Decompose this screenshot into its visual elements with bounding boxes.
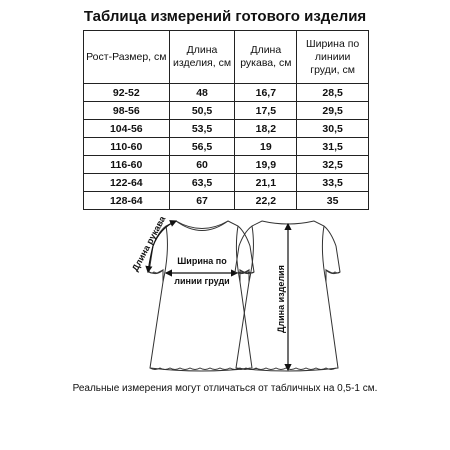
cell-size: 92-52 (84, 84, 170, 102)
cell-sleeve: 16,7 (235, 84, 297, 102)
page-title: Таблица измерений готового изделия (83, 8, 367, 25)
cell-sleeve: 22,2 (235, 192, 297, 210)
cell-sleeve: 19 (235, 138, 297, 156)
cell-chest: 31,5 (297, 138, 369, 156)
cell-size: 98-56 (84, 102, 170, 120)
cell-chest: 28,5 (297, 84, 369, 102)
cell-length: 48 (169, 84, 235, 102)
cell-sleeve: 17,5 (235, 102, 297, 120)
header-height-size: Рост-Размер, см (84, 31, 170, 84)
disclaimer-note: Реальные измерения могут отличаться от табличных на 0,5-1 см. (72, 383, 378, 394)
cell-size: 128-64 (84, 192, 170, 210)
cell-length: 56,5 (169, 138, 235, 156)
cell-chest: 30,5 (297, 120, 369, 138)
cell-length: 67 (169, 192, 235, 210)
header-sleeve-length: Длина рукава, см (235, 31, 297, 84)
cell-sleeve: 19,9 (235, 156, 297, 174)
cell-length: 63,5 (169, 174, 235, 192)
header-garment-length: Длина изделия, см (169, 31, 235, 84)
cell-size: 104-56 (84, 120, 170, 138)
cell-length: 60 (169, 156, 235, 174)
cell-size: 122-64 (84, 174, 170, 192)
cell-length: 53,5 (169, 120, 235, 138)
sleeve-length-label: Длина рукава (129, 214, 168, 273)
garment-length-label: Длина изделия (276, 265, 286, 333)
cell-length: 50,5 (169, 102, 235, 120)
cell-chest: 33,5 (297, 174, 369, 192)
cell-size: 116-60 (84, 156, 170, 174)
cell-chest: 35 (297, 192, 369, 210)
chest-width-label-line1: Ширина по (177, 256, 227, 266)
cell-sleeve: 21,1 (235, 174, 297, 192)
cell-chest: 32,5 (297, 156, 369, 174)
cell-size: 110-60 (84, 138, 170, 156)
header-chest-width: Ширина по линиии груди, см (297, 31, 369, 84)
cell-sleeve: 18,2 (235, 120, 297, 138)
cell-chest: 29,5 (297, 102, 369, 120)
chest-width-label-line2: линии груди (174, 276, 230, 286)
dress-front-outline (149, 221, 254, 371)
